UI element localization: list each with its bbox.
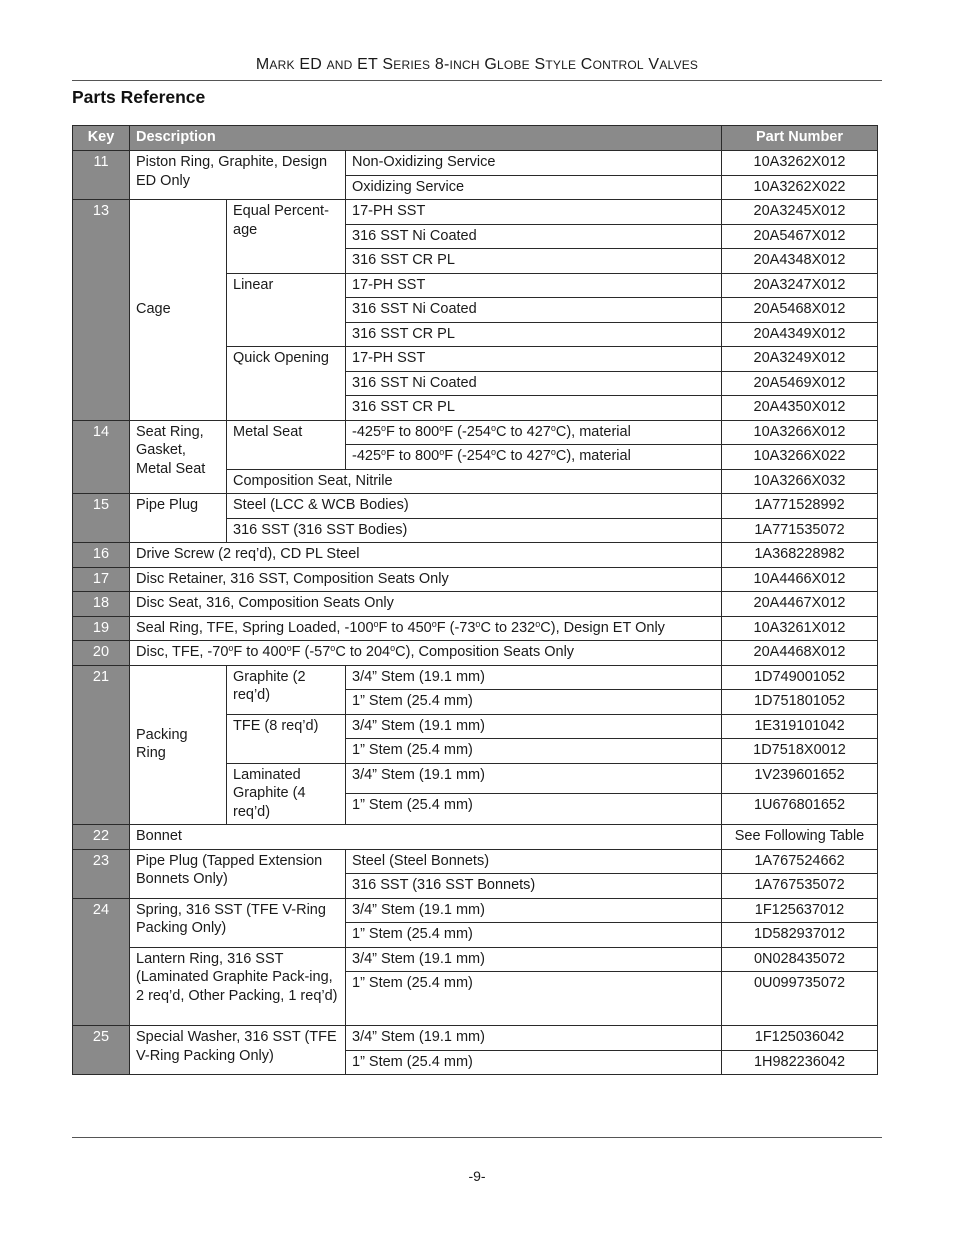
- description-cell: Piston Ring, Graphite, Design ED Only: [130, 151, 346, 200]
- description-cell: 316 SST Ni Coated: [346, 371, 722, 396]
- table-row: [73, 420, 878, 445]
- running-head-part: M: [255, 56, 270, 73]
- description-cell: 3/4” Stem (19.1 mm): [346, 714, 722, 739]
- part-number-cell: 1U676801652: [722, 794, 878, 825]
- description-cell: Steel (LCC & WCB Bodies): [227, 494, 722, 519]
- description-cell: 316 SST (316 SST Bodies): [227, 518, 722, 543]
- key-cell: 21: [73, 665, 130, 825]
- table-row: [73, 825, 878, 850]
- description-cell: Oxidizing Service: [346, 175, 722, 200]
- table-row: [73, 616, 878, 641]
- part-number-cell: 20A4467X012: [722, 592, 878, 617]
- table-row: [73, 543, 878, 568]
- description-cell: 316 SST Ni Coated: [346, 298, 722, 323]
- table-row: [73, 1026, 878, 1051]
- description-cell: 1” Stem (25.4 mm): [346, 739, 722, 764]
- description-cell: TFE (8 req’d): [227, 714, 346, 763]
- part-number-cell: 20A4348X012: [722, 249, 878, 274]
- description-cell: Special Washer, 316 SST (TFE V-Ring Packing Only): [130, 1026, 346, 1075]
- part-number-cell: See Following Table: [722, 825, 878, 850]
- running-head-part: ED: [294, 56, 327, 73]
- part-number-cell: 20A4468X012: [722, 641, 878, 666]
- running-head-part: LOBE: [496, 58, 530, 72]
- description-cell: Disc, TFE, -70$^o$F to 400$^o$F (-57$^o$C to 204$^o$C), Composition Seats Only: [130, 641, 722, 666]
- table-header-row: [73, 126, 878, 151]
- key-cell: 22: [73, 825, 130, 850]
- part-number-cell: 1A771528992: [722, 494, 878, 519]
- key-cell: 14: [73, 420, 130, 494]
- table-row: [73, 898, 878, 923]
- running-head-part: ALVES: [659, 58, 699, 72]
- part-number-cell: 20A5468X012: [722, 298, 878, 323]
- description-cell: Spring, 316 SST (TFE V-Ring Packing Only): [130, 898, 346, 947]
- column-header-key: Key: [73, 126, 130, 151]
- table-row: [73, 641, 878, 666]
- table-row: [73, 665, 878, 690]
- description-cell: Drive Screw (2 req’d), CD PL Steel: [130, 543, 722, 568]
- parts-table-body: [73, 151, 878, 1075]
- description-cell: Metal Seat: [227, 420, 346, 469]
- key-cell: 23: [73, 849, 130, 898]
- table-row: [73, 592, 878, 617]
- description-cell: 316 SST CR PL: [346, 322, 722, 347]
- description-cell: Packing Ring: [130, 665, 227, 825]
- footer-rule: [72, 1137, 882, 1138]
- key-cell: 11: [73, 151, 130, 200]
- part-number-cell: 20A5469X012: [722, 371, 878, 396]
- part-number-cell: 1D7518X0012: [722, 739, 878, 764]
- part-number-cell: 1A767524662: [722, 849, 878, 874]
- running-head-part: ARK: [269, 58, 295, 72]
- table-row: [73, 567, 878, 592]
- description-cell: Equal Percent-age: [227, 200, 346, 274]
- description-cell: Graphite (2 req’d): [227, 665, 346, 714]
- description-cell: Quick Opening: [227, 347, 346, 421]
- part-number-cell: 1V239601652: [722, 763, 878, 794]
- page-number: -9-: [468, 1168, 486, 1184]
- table-row: [73, 849, 878, 874]
- part-number-cell: 20A4350X012: [722, 396, 878, 421]
- running-head-part: C: [576, 56, 593, 73]
- part-number-cell: 1A368228982: [722, 543, 878, 568]
- part-number-cell: 1A767535072: [722, 874, 878, 899]
- description-cell: 1” Stem (25.4 mm): [346, 794, 722, 825]
- description-cell: Non-Oxidizing Service: [346, 151, 722, 176]
- key-cell: 15: [73, 494, 130, 543]
- running-head-part: 8-: [430, 56, 450, 73]
- part-number-cell: 10A3266X022: [722, 445, 878, 470]
- description-cell: Laminated Graphite (4 req’d): [227, 763, 346, 825]
- description-cell: Pipe Plug (Tapped Extension Bonnets Only): [130, 849, 346, 898]
- description-cell: Seat Ring, Gasket, Metal Seat: [130, 420, 227, 494]
- part-number-cell: 10A3266X012: [722, 420, 878, 445]
- running-head-part: ET S: [352, 56, 394, 73]
- part-number-cell: 1E319101042: [722, 714, 878, 739]
- description-cell: Composition Seat, Nitrile: [227, 469, 722, 494]
- description-cell: 3/4” Stem (19.1 mm): [346, 947, 722, 972]
- description-cell: 316 SST (316 SST Bonnets): [346, 874, 722, 899]
- description-cell: Bonnet: [130, 825, 722, 850]
- key-cell: 18: [73, 592, 130, 617]
- table-row: [73, 151, 878, 176]
- description-cell: 1” Stem (25.4 mm): [346, 1050, 722, 1075]
- description-cell: 3/4” Stem (19.1 mm): [346, 665, 722, 690]
- description-cell: Seal Ring, TFE, Spring Loaded, -100$^o$F to 450$^o$F (-73$^o$C to 232$^o$C), Design ET Only: [130, 616, 722, 641]
- part-number-cell: 1A771535072: [722, 518, 878, 543]
- description-cell: Pipe Plug: [130, 494, 227, 543]
- table-row: [73, 947, 878, 972]
- description-cell: -425$^o$F to 800$^o$F (-254$^o$C to 427$^o$C), material: [346, 420, 722, 445]
- part-number-cell: 20A3249X012: [722, 347, 878, 372]
- part-number-cell: 10A3261X012: [722, 616, 878, 641]
- part-number-cell: 1D582937012: [722, 923, 878, 948]
- key-cell: 13: [73, 200, 130, 421]
- description-cell: Disc Retainer, 316 SST, Composition Seats Only: [130, 567, 722, 592]
- running-head: [72, 56, 882, 74]
- description-cell: 3/4” Stem (19.1 mm): [346, 898, 722, 923]
- table-row: [73, 494, 878, 519]
- key-cell: 19: [73, 616, 130, 641]
- section-title: Parts Reference: [72, 87, 206, 107]
- running-head-part: ONTROL: [592, 58, 644, 72]
- description-cell: -425$^o$F to 800$^o$F (-254$^o$C to 427$^o$C), material: [346, 445, 722, 470]
- part-number-cell: 10A3262X012: [722, 151, 878, 176]
- key-cell: 16: [73, 543, 130, 568]
- description-cell: 17-PH SST: [346, 347, 722, 372]
- key-cell: 25: [73, 1026, 130, 1075]
- description-cell: 316 SST CR PL: [346, 249, 722, 274]
- part-number-cell: 1H982236042: [722, 1050, 878, 1075]
- part-number-cell: 0U099735072: [722, 972, 878, 1026]
- part-number-cell: 20A3247X012: [722, 273, 878, 298]
- part-number-cell: 10A3262X022: [722, 175, 878, 200]
- running-head-part: G: [479, 56, 497, 73]
- description-cell: Disc Seat, 316, Composition Seats Only: [130, 592, 722, 617]
- column-header-description: Description: [130, 126, 722, 151]
- running-head-part: S: [529, 56, 546, 73]
- part-number-cell: 10A3266X032: [722, 469, 878, 494]
- part-number-cell: 1D751801052: [722, 690, 878, 715]
- part-number-cell: 20A3245X012: [722, 200, 878, 225]
- description-cell: 17-PH SST: [346, 273, 722, 298]
- column-header-part-number: Part Number: [722, 126, 878, 151]
- description-cell: 316 SST CR PL: [346, 396, 722, 421]
- running-head-part: TYLE: [545, 58, 577, 72]
- description-cell: 3/4” Stem (19.1 mm): [346, 1026, 722, 1051]
- description-cell: 17-PH SST: [346, 200, 722, 225]
- key-cell: 24: [73, 898, 130, 1026]
- running-head-part: INCH: [449, 58, 480, 72]
- key-cell: 17: [73, 567, 130, 592]
- description-cell: 1” Stem (25.4 mm): [346, 923, 722, 948]
- description-cell: Lantern Ring, 316 SST (Laminated Graphite Pack-ing, 2 req’d, Other Packing, 1 req’d): [130, 947, 346, 1026]
- running-head-part: AND: [326, 58, 353, 72]
- part-number-cell: 20A5467X012: [722, 224, 878, 249]
- part-number-cell: 10A4466X012: [722, 567, 878, 592]
- description-cell: 1” Stem (25.4 mm): [346, 690, 722, 715]
- description-cell: 1” Stem (25.4 mm): [346, 972, 722, 1026]
- key-cell: 20: [73, 641, 130, 666]
- parts-table: [72, 125, 878, 1075]
- part-number-cell: 1F125637012: [722, 898, 878, 923]
- part-number-cell: 1F125036042: [722, 1026, 878, 1051]
- part-number-cell: 1D749001052: [722, 665, 878, 690]
- header-rule: [72, 80, 882, 81]
- description-cell: Linear: [227, 273, 346, 347]
- table-row: [73, 200, 878, 225]
- description-cell: 3/4” Stem (19.1 mm): [346, 763, 722, 794]
- description-cell: 316 SST Ni Coated: [346, 224, 722, 249]
- running-head-part: V: [643, 56, 660, 73]
- part-number-cell: 20A4349X012: [722, 322, 878, 347]
- description-cell: Cage: [130, 200, 227, 421]
- part-number-cell: 0N028435072: [722, 947, 878, 972]
- running-head-part: ERIES: [393, 58, 431, 72]
- description-cell: Steel (Steel Bonnets): [346, 849, 722, 874]
